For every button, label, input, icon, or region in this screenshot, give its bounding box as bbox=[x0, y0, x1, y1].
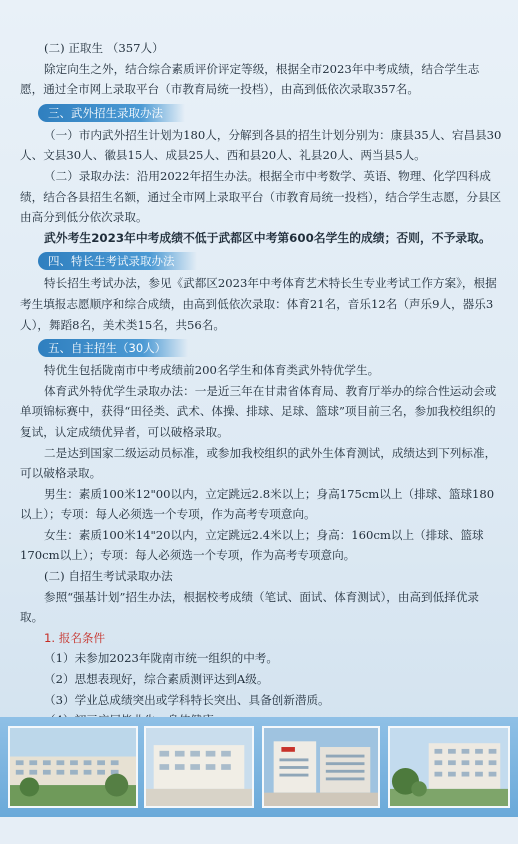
campus-photo-3 bbox=[262, 726, 380, 808]
requirement-item: （2）思想表现好，综合素质测评达到A级。 bbox=[44, 672, 269, 687]
section3-paragraph-3: 武外考生2023年中考成绩不低于武都区中考第600名学生的成绩；否则，不予录取。 bbox=[44, 230, 491, 245]
campus-photo-4 bbox=[388, 726, 510, 808]
section5-banner: 五、自主招生（30人） bbox=[38, 339, 188, 357]
section5-paragraph-male: 男生：素质100米12"00以内，立定跳远2.8米以上；身高175cm以上（排球、篮球180以上）；专项：每人必须选一个专项，作为高考专项意向。 bbox=[20, 486, 495, 522]
section5-paragraph-6: 参照“强基计划”招生办法，根据校考成绩（笔试、面试、体育测试），由高到低择优录取。 bbox=[20, 589, 480, 625]
document-body bbox=[20, 38, 502, 731]
campus-photo-2 bbox=[144, 726, 254, 808]
section4-banner: 四、特长生考试录取办法 bbox=[38, 252, 197, 270]
section3-paragraph-1: （一）市内武外招生计划为180人，分解到各县的招生计划分别为：康县35人、宕昌县30人、文县30人、徽县15人、成县25人、西和县20人、礼县20人、两当县5人。 bbox=[20, 127, 502, 163]
section5-sub-heading: (二) 自招生考试录取办法 bbox=[44, 569, 173, 584]
requirement-item: （3）学业总成绩突出或学科特长突出、具备创新潜质。 bbox=[44, 692, 330, 707]
section2-heading: (二) 正取生 （357人） bbox=[44, 41, 164, 55]
section5-paragraph-female: 女生：素质100米14"20以内，立定跳远2.4米以上；身高：160cm以上（排球、篮球170cm以上）；专项：每人必须选一个专项，作为高考专项意向。 bbox=[20, 527, 484, 563]
section5-paragraph-3: 二是达到国家二级运动员标准，或参加我校组织的武外生体育测试，成绩达到下列标准，可以破格录取。 bbox=[20, 445, 497, 481]
requirements-heading: 1. 报名条件 bbox=[44, 630, 106, 645]
campus-photo-1 bbox=[8, 726, 138, 808]
section3-paragraph-2: （二）录取办法：沿用2022年招生办法。根据全市中考数学、英语、物理、化学四科成绩，结合各县招生名额，通过全市网上录取平台（市教育局统一投档），结合学生志愿，分县区由高分到低分依次录取。 bbox=[20, 168, 502, 225]
section5-paragraph-2: 体育武外特优学生录取办法：一是近三年在甘肃省体育局、教育厅举办的综合性运动会或单项锦标赛中，获得“田径类、武术、体操、排球、足球、篮球”项目前三名，参加我校组织的复试，认定成绩优异者，可以破格录取。 bbox=[20, 383, 497, 439]
requirement-item: （1）未参加2023年陇南市统一组织的中考。 bbox=[44, 651, 278, 666]
bottom-strip bbox=[0, 817, 518, 844]
campus-photo-strip bbox=[0, 717, 518, 817]
section5-paragraph-1: 特优生包括陇南市中考成绩前200名学生和体育类武外特优学生。 bbox=[44, 363, 380, 378]
section4-paragraph-1: 特长招生考试办法，参见《武都区2023年中考体育艺术特长生专业考试工作方案》，根据考生填报志愿顺序和综合成绩，由高到低依次录取：体育21名，音乐12名（声乐9人，器乐3人），舞蹈8名，美术类15名，共56名。 bbox=[20, 276, 497, 332]
section2-paragraph: 除定向生之外，结合综合素质评价评定等级，根据全市2023年中考成绩，结合学生志愿，通过全市网上录取平台（市教育局统一投档），由高到低依次录取357名。 bbox=[20, 61, 480, 97]
section3-banner: 三、武外招生录取办法 bbox=[38, 104, 185, 122]
